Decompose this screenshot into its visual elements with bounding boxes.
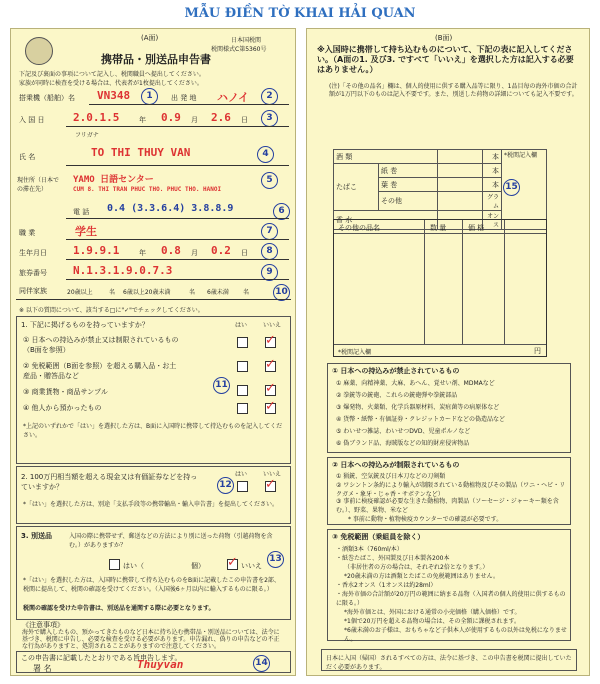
restricted-item-4: * 事前に動物・植物検疫カウンターでの確認が必要です。 [348, 516, 503, 523]
annotation-4: 4 [257, 146, 274, 163]
cigar-unit: 本 [483, 178, 502, 192]
question-3-note: *「はい」を選択した方は、入国時に携帯して持ち込むものをB面に記載したこの申告書を2部、税関に提出して、税関の確認を受けてください。（入国後6ヶ月以内に輸入するものに限る。） [23, 577, 280, 593]
question-1-note: *上記のいずれかで「はい」を選択した方は、B面に入国時に携帯して持込むものを記入してください。 [23, 423, 283, 439]
prohibited-title: ① 日本への持込みが禁止されているもの [332, 367, 460, 375]
annotation-5: 5 [261, 172, 278, 189]
entry-month-unit: 月 [191, 116, 198, 124]
liquor-qty-cell[interactable] [438, 150, 483, 164]
duty-item-3: （非居住者の方の場合は、それぞれ2倍となります。） [344, 564, 489, 571]
entry-year-unit: 年 [139, 116, 146, 124]
dob-month-unit: 月 [191, 249, 198, 257]
q2-yes-checkbox[interactable] [237, 481, 248, 492]
annotation-10: 10 [273, 284, 290, 301]
entry-day-unit: 日 [241, 116, 248, 124]
address-line-1[interactable]: YAMO 日語センター [73, 175, 154, 185]
table-row [334, 150, 547, 164]
furigana-label: フリガナ [75, 132, 99, 139]
restricted-item-3: ③ 事前に検疫確認が必要な生きた動植物、肉製品（ソーセージ・ジャーキー類を含む。）、野菜、果物、米など [336, 498, 559, 514]
row-name-liquor: 酒 類 [334, 150, 438, 164]
annotation-3: 3 [261, 110, 278, 127]
notice-text: 海外で購入したもの、預かってきたものなど日本に持ち込む携帯品・別送品については、法令に基づき、税関に申告し、必要な検査を受ける必要があります。申告漏れ、偽りの申告などの不正な行為がありますと、処罰されることがありますので注意してください。 [22, 629, 280, 650]
footer-text: 日本に入国（帰国）されるすべての方は、法令に基づき、この申告書を税関に提出していただく必要があります。 [326, 655, 572, 671]
other-tobacco-unit: グラム [483, 192, 502, 211]
duty-item-4: *20歳未満の方は酒類とたばこの免税範囲はありません。 [344, 573, 499, 580]
cigarette-qty-cell[interactable] [438, 164, 483, 178]
question-3-note-2: 税関の確認を受けた申告書は、別送品を通関する際に必要となります。 [23, 605, 215, 612]
other-goods-footer-line [334, 344, 546, 345]
declaration-text: この申告書に記載したとおりである旨申告します。 [21, 654, 182, 662]
question-1-item-3: ③ 商業貨物・商品サンプル [23, 388, 108, 396]
annotation-2: 2 [261, 88, 278, 105]
q3-no-label: いいえ [241, 562, 262, 570]
quantity-header: 数 量 [430, 224, 447, 232]
q1-2-yes-checkbox[interactable] [237, 361, 248, 372]
other-goods-divider-3 [504, 220, 505, 344]
entry-year[interactable]: 2.0.1.5 [73, 111, 120, 124]
entry-day[interactable]: 2.6 [211, 111, 231, 124]
other-goods-divider-2 [462, 220, 463, 344]
annotation-11: 11 [213, 377, 230, 394]
row-name-perfume: 香 水 [334, 211, 438, 230]
cigar-qty-cell[interactable] [438, 178, 483, 192]
family-underline [16, 299, 291, 300]
q3-no-checkmark-icon: ✓ [227, 555, 238, 570]
yen-unit: 円 [534, 347, 541, 355]
dob-month[interactable]: 0.8 [161, 244, 181, 257]
annotation-14: 14 [253, 655, 270, 672]
perfume-unit: オンス [483, 211, 502, 230]
origin-value[interactable]: ハノイ [217, 91, 250, 104]
job-underline [66, 239, 289, 240]
prohibited-item-5: ⑤ わいせつ雑誌、わいせつDVD、児童ポルノなど [336, 428, 471, 435]
tax-use-column: *税関記入欄 [502, 150, 547, 230]
q2-yes-header: はい [235, 471, 248, 478]
restricted-item-1: ① 猟銃、空気銃及び日本刀などの刀剣類 [336, 473, 446, 480]
footer-notice [321, 649, 577, 671]
entry-underline [66, 126, 289, 127]
signature-value[interactable]: Thuyvan [137, 658, 184, 671]
annotation-15: 15 [503, 179, 520, 196]
side-a-label: (A面) [141, 34, 159, 42]
annotation-1: 1 [141, 88, 158, 105]
entry-month[interactable]: 0.9 [161, 111, 181, 124]
other-goods-header-line [334, 233, 546, 234]
flight-label: 搭乗機（船舶）名 [19, 94, 75, 102]
dob-day[interactable]: 0.2 [211, 244, 231, 257]
question-2-note: *「はい」を選択した方は、別途「支払手段等の携帯輸出・輸入申告書」を提出してください。 [23, 501, 279, 508]
intro-line-2: 家族が同時に検査を受ける場合は、代表者が1枚提出してください。 [19, 80, 203, 87]
signature-label: 署 名 [33, 664, 52, 673]
prohibited-item-2: ② 拳銃等の銃砲、これらの銃砲弾や拳銃部品 [336, 392, 458, 399]
question-2-section [16, 466, 291, 524]
q2-no-checkmark-icon: ✓ [265, 477, 276, 492]
side-b-label: (B面) [435, 34, 453, 42]
entry-date-label: 入 国 日 [19, 116, 45, 124]
question-1-item-2: ② 免税範囲（B面を参照）を超える購入品・お土産品・贈答品など [23, 362, 177, 380]
dob-year-unit: 年 [139, 249, 146, 257]
duty-item-1: ・酒類3本（760ml/本） [336, 546, 403, 553]
q1-4-no-checkmark-icon: ✓ [265, 399, 276, 414]
q1-4-yes-checkbox[interactable] [237, 403, 248, 414]
job-label: 職 業 [19, 229, 36, 237]
row-sub-cigar: 葉 巻 [379, 178, 438, 192]
q1-3-yes-checkbox[interactable] [237, 385, 248, 396]
annotation-7: 7 [261, 223, 278, 240]
family-adult: 20歳以上 [67, 289, 93, 296]
form-side-b [306, 28, 590, 676]
question-1-item-4: ④ 他人から預かったもの [23, 404, 102, 412]
other-goods-table [333, 219, 547, 357]
family-child: 6歳未満 [207, 289, 229, 296]
prohibited-section [327, 363, 571, 453]
name-label: 氏 名 [19, 153, 36, 161]
duty-item-5: ・香水2オンス（1オンスは約28ml） [336, 582, 437, 589]
form-side-a [10, 28, 296, 676]
tax-field-label: *税関記入欄 [338, 349, 372, 356]
duty-item-6: ・海外市価の合計額が20万円の範囲に納まる品物（入国者の個人的使用に供するものに限る。） [336, 591, 566, 607]
duty-free-section [327, 529, 571, 641]
dob-label: 生年月日 [19, 249, 47, 257]
question-3-title: 3. 別送品 [21, 532, 52, 540]
address-label: 現住所（日本での滞在先） [17, 177, 60, 193]
annotation-6: 6 [273, 203, 290, 220]
family-child-unit: 名 [243, 289, 250, 296]
form-number: 税関様式C第5360号 [211, 46, 267, 53]
q3-yes-label: はい（ [123, 562, 144, 570]
notice-title: 《注意事項》 [22, 621, 64, 629]
question-3-text: 入国の際に携帯せず、郵送などの方法により別に送った荷物（引越荷物を含む。）がありますか？ [69, 533, 273, 549]
prohibited-item-6: ⑥ 偽ブランド品、海賊版などの知的財産侵害物品 [336, 440, 470, 447]
other-goods-header: その他の品名 [338, 224, 380, 232]
passport-label: 旅券番号 [19, 269, 47, 277]
restricted-section [327, 457, 571, 525]
other-goods-divider [424, 220, 425, 344]
dob-year[interactable]: 1.9.9.1 [73, 244, 120, 257]
b-note: (注)「その他の品名」欄は、個人的使用に供する購入品等に限り、1品目毎の海外市価の合計額が1万円以下のものは記入不要です。また、別送した荷物の詳細についても記入不要です。 [329, 83, 578, 98]
dob-day-unit: 日 [241, 249, 248, 257]
intro-line-1: 下記及び裏面の事項について記入し、税関職員へ提出してください。 [19, 71, 205, 78]
duty-item-9: *6歳未満のお子様は、おもちゃなど子供本人が使用するもの以外は免税になりません。 [344, 627, 567, 643]
question-2-title: 2. 100万円相当額を超える現金又は有価証券などを持っていますか？ [21, 473, 198, 491]
phone-value[interactable]: 0.4 (3.3.6.4) 3.8.8.9 [107, 203, 234, 214]
family-adult-unit: 名 [109, 289, 116, 296]
form-title: 携帯品・別送品申告書 [101, 53, 211, 66]
duty-item-8: *1個で20万円を超える品物の場合は、その全額に課税されます。 [344, 618, 520, 625]
page-title: MẪU ĐIỀN TỜ KHAI HẢI QUAN [184, 6, 416, 21]
b-intro: ※入国時に携帯して持ち込むものについて、下記の表に記入してください。（A面の1. 及び3. ですべて「いいえ」を選択した方は記入する必要はありません。） [317, 45, 574, 74]
q2-no-header: いいえ [263, 471, 282, 478]
address-underline [66, 218, 289, 219]
row-name-tobacco: たばこ [334, 164, 379, 211]
prohibited-item-1: ① 麻薬、向精神薬、大麻、あへん、覚せい剤、MDMAなど [336, 380, 495, 387]
name-value[interactable]: TO THI THUY VAN [91, 146, 191, 159]
yes-header: はい [235, 322, 248, 329]
question-3-section [16, 526, 291, 620]
prohibited-item-4: ④ 貨幣・紙幣・有価証券・クレジットカードなどの偽造品など [336, 416, 505, 423]
prohibited-item-3: ③ 爆発物、火薬類、化学兵器原材料、炭疽菌等の病原体など [336, 404, 500, 411]
family-mid-unit: 名 [189, 289, 196, 296]
restricted-title: ② 日本への持込みが制限されているもの [332, 461, 460, 469]
duty-free-title: ③ 免税範囲（乗組員を除く） [332, 533, 425, 541]
address-line-2[interactable]: CUM 8. THI TRAN PHUC THO. PHUC THO. HANOI [73, 186, 222, 193]
declaration-section [16, 651, 291, 673]
flight-underline [89, 104, 289, 105]
q1-1-no-checkmark-icon: ✓ [265, 333, 276, 348]
family-label: 同伴家族 [19, 287, 47, 295]
question-intro: ※ 以下の質問について、該当する□に"✓"でチェックしてください。 [19, 307, 204, 314]
q1-3-no-checkmark-icon: ✓ [265, 381, 276, 396]
passport-underline [66, 279, 289, 280]
annotation-9: 9 [261, 264, 278, 281]
flight-value[interactable]: VN348 [97, 89, 131, 102]
cigarette-unit: 本 [483, 164, 502, 178]
q1-1-yes-checkbox[interactable] [237, 337, 248, 348]
row-sub-other-tobacco: その他 [379, 192, 438, 211]
no-header: いいえ [263, 322, 282, 329]
q1-2-no-checkmark-icon: ✓ [265, 357, 276, 372]
agency-name: 日本国税関 [231, 37, 262, 44]
family-mid: 6歳以上20歳未満 [123, 289, 171, 296]
origin-label: 出 発 地 [171, 94, 197, 102]
price-header: 価 格 [468, 224, 485, 232]
notice-section [16, 621, 291, 650]
question-1-section [16, 316, 291, 464]
annotation-13: 13 [267, 551, 284, 568]
q3-yes-checkbox[interactable] [109, 559, 120, 570]
phone-label: 電 話 [73, 208, 90, 216]
q3-count-label: 個） [191, 562, 205, 570]
restricted-item-2: ② ワシントン条約により輸入が制限されている動植物及びその製品（ワニ・ヘビ・リクガメ・象牙・じゃ香・サボテンなど） [336, 482, 566, 498]
liquor-unit: 本 [483, 150, 502, 164]
job-value[interactable]: 学生 [75, 225, 97, 238]
duty-item-7: *海外市価とは、外国における通常の小売価格（購入価格）です。 [344, 609, 521, 616]
question-1-item-1: ① 日本への持込みが禁止又は制限されているもの（B面を参照） [23, 336, 179, 354]
annotation-12: 12 [217, 477, 234, 494]
passport-value[interactable]: N.1.3.1.9.0.7.3 [73, 264, 173, 277]
other-tobacco-qty-cell[interactable] [438, 192, 483, 211]
name-underline [66, 165, 289, 166]
row-sub-cigarette: 紙 巻 [379, 164, 438, 178]
annotation-8: 8 [261, 243, 278, 260]
dob-underline [66, 259, 289, 260]
duty-item-2: ・紙巻たばこ、外国製及び日本製各200本 [336, 555, 450, 562]
customs-emblem-icon [25, 37, 53, 65]
question-1-title: 1. 下記に掲げるものを持っていますか？ [21, 321, 149, 329]
